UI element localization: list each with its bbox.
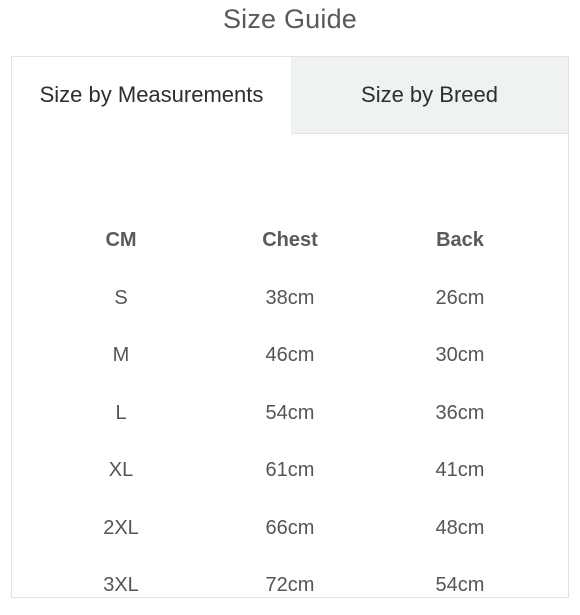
size-table — [12, 212, 568, 615]
table-row — [12, 385, 568, 443]
size-guide-panel — [11, 56, 569, 598]
chest-cell: 66cm — [265, 516, 315, 539]
size-cell: XL — [108, 459, 134, 481]
table-row — [12, 270, 568, 328]
size-cell: S — [114, 286, 128, 309]
column-header-back: Back — [436, 229, 484, 251]
chest-cell: 38cm — [265, 286, 315, 309]
back-cell: 48cm — [435, 516, 485, 539]
size-cell: L — [115, 401, 127, 424]
table-row — [12, 442, 568, 500]
tab-size-by-breed[interactable]: Size by Breed — [291, 57, 568, 134]
tab-bar — [12, 57, 568, 134]
size-cell: 3XL — [103, 574, 139, 596]
size-cell: M — [112, 344, 130, 366]
table-header-row — [12, 212, 568, 270]
page-title: Size Guide — [222, 4, 358, 34]
tab-size-by-measurements[interactable]: Size by Measurements — [12, 57, 291, 134]
chest-cell: 72cm — [265, 574, 315, 596]
back-cell: 30cm — [435, 344, 485, 366]
table-row — [12, 327, 568, 385]
back-cell: 41cm — [435, 459, 485, 481]
back-cell: 36cm — [435, 401, 485, 424]
back-cell: 54cm — [435, 574, 485, 596]
size-cell: 2XL — [103, 516, 139, 539]
chest-cell: 46cm — [265, 344, 315, 366]
chest-cell: 54cm — [265, 401, 315, 424]
column-header-chest: Chest — [262, 229, 318, 251]
column-header-cm: CM — [105, 229, 137, 251]
table-row — [12, 500, 568, 558]
table-row — [12, 557, 568, 615]
back-cell: 26cm — [435, 286, 485, 309]
chest-cell: 61cm — [265, 459, 315, 481]
